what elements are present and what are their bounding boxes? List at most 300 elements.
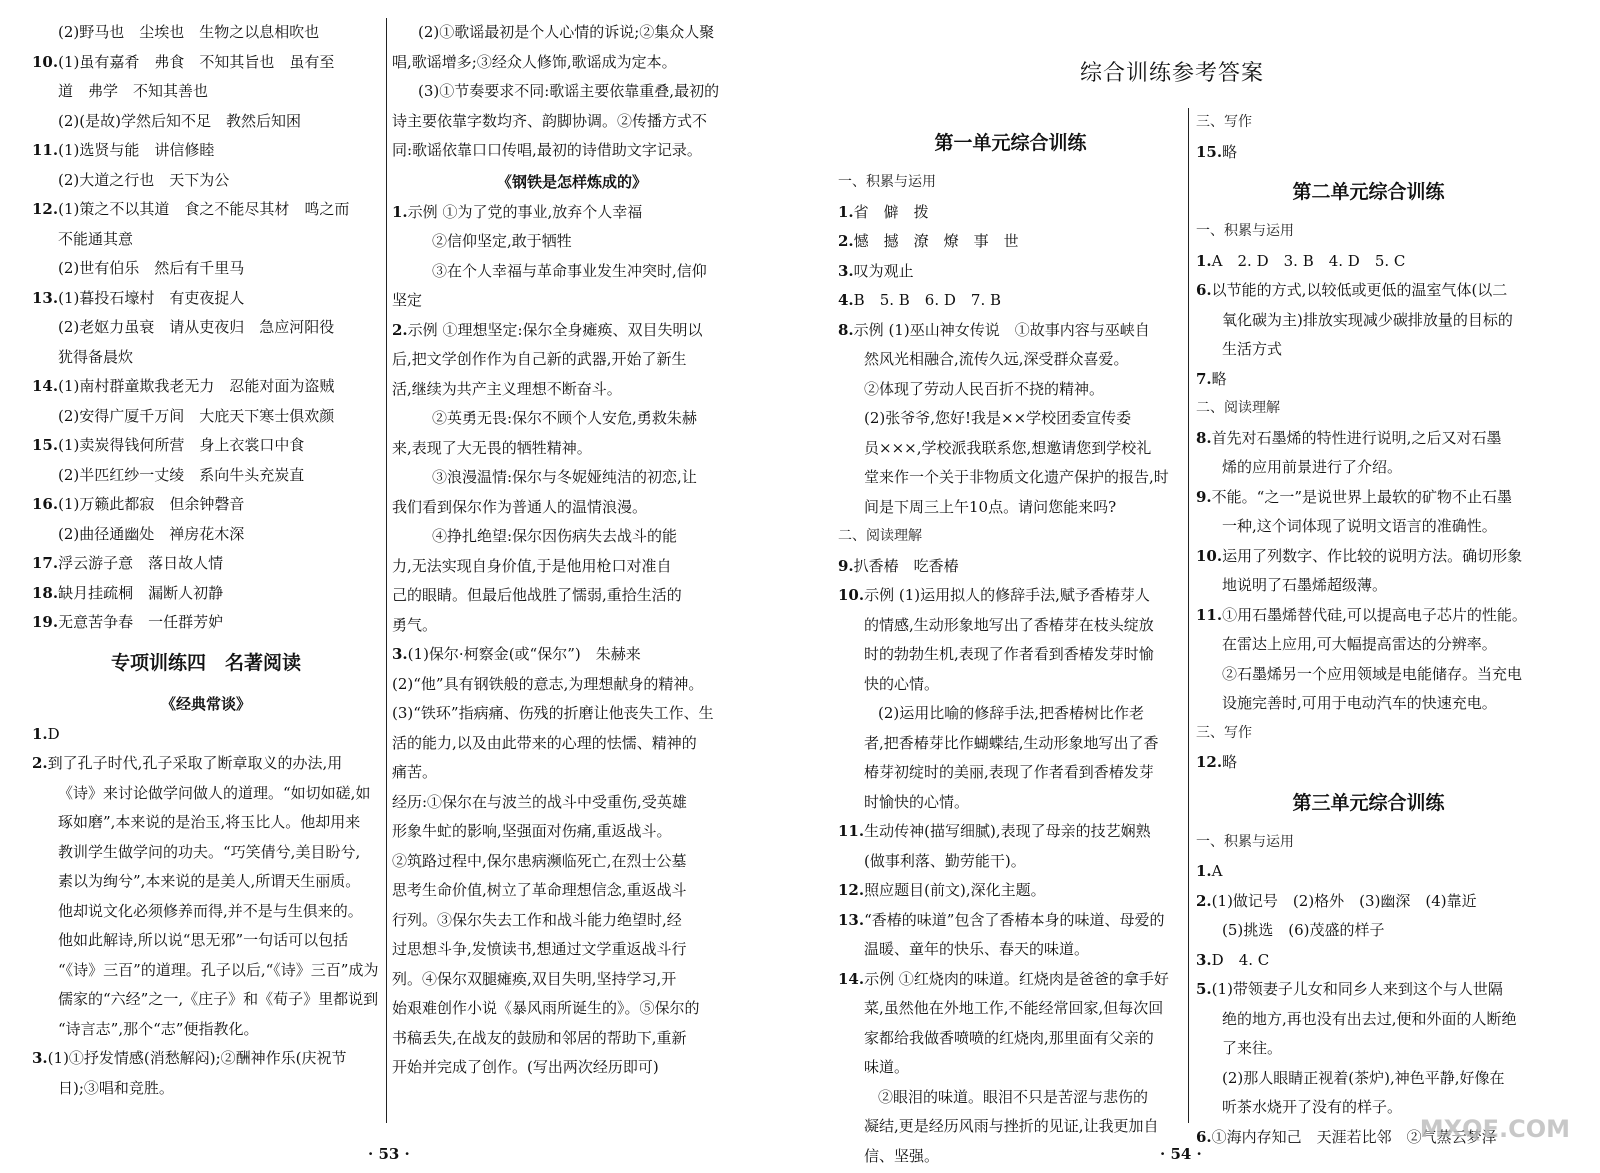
answer-line xyxy=(1196,630,1541,660)
answer-line xyxy=(1196,365,1541,395)
item-number: 19. xyxy=(32,613,59,631)
answer-text: 他如此解诗,所以说“思无邪”一句话可以包括 xyxy=(58,931,349,949)
answer-line xyxy=(838,935,1183,965)
answer-line xyxy=(392,463,752,493)
column-divider xyxy=(1188,108,1189,1123)
answer-text: (2)大道之行也 天下为公 xyxy=(58,170,230,189)
answer-text: (2)野马也 尘埃也 生物之以息相吹也 xyxy=(58,23,320,41)
item-number: 6. xyxy=(1196,281,1212,299)
answer-line xyxy=(838,876,1183,906)
answer-text: A xyxy=(1211,862,1223,880)
answer-text: 温暖、童年的快乐、春天的味道。 xyxy=(864,940,1090,958)
item-number: 7. xyxy=(1196,369,1212,388)
answer-text: 凝结,更是经历风雨与挫折的见证,让我更加自 xyxy=(864,1117,1159,1135)
answer-text: 浮云游子意 落日故人情 xyxy=(58,554,224,572)
answer-line xyxy=(1196,887,1541,917)
answer-line xyxy=(1196,1034,1541,1064)
answer-line xyxy=(1196,857,1541,887)
answer-line xyxy=(32,136,380,166)
answer-line xyxy=(838,847,1183,877)
answer-line xyxy=(32,867,380,897)
answer-text: 生动传神(描写细腻),表现了母亲的技艺娴熟 xyxy=(864,822,1151,840)
answer-line xyxy=(838,316,1183,346)
answer-text: 过思想斗争,发愤读书,想通过文学重返战斗行 xyxy=(392,940,687,958)
answer-text: 首先对石墨烯的特性进行说明,之后又对石墨 xyxy=(1211,428,1502,447)
answer-text: (1)做记号 (2)格外 (3)幽深 (4)靠近 xyxy=(1211,891,1477,910)
answer-text: 素以为绚兮”,本来说的是美人,所谓天生丽质。 xyxy=(58,872,361,890)
item-number: 2. xyxy=(838,232,854,250)
answer-text: 地说明了石墨烯超级薄。 xyxy=(1222,576,1388,594)
answer-text: 教训学生做学问的功夫。“巧笑倩兮,美目盼兮, xyxy=(58,842,361,861)
answer-line xyxy=(838,345,1183,375)
answer-text: 者,把香椿芽比作蝴蝶结,生动形象地写出了香 xyxy=(864,733,1159,752)
item-number: 13. xyxy=(838,910,865,929)
answer-line xyxy=(1196,453,1541,483)
item-number: 12. xyxy=(32,200,59,218)
item-number: 8. xyxy=(1196,428,1212,447)
answer-line xyxy=(392,611,752,641)
item-number: 2. xyxy=(392,320,408,339)
answer-text: (2)半匹红纱一丈绫 系向牛头充炭直 xyxy=(58,465,305,484)
answer-line xyxy=(1196,335,1541,365)
item-number: 10. xyxy=(32,52,59,71)
answer-line xyxy=(1196,512,1541,542)
answer-text: (1)虽有嘉肴 弗食 不知其旨也 虽有至 xyxy=(58,52,335,71)
answer-text: 叹为观止 xyxy=(853,261,914,280)
answer-line xyxy=(392,640,752,670)
answer-text: 不能。“之一”是说世界上最软的矿物不止石墨 xyxy=(1211,487,1513,506)
column-1 xyxy=(32,18,380,1103)
answer-line xyxy=(838,994,1183,1024)
answer-line xyxy=(838,286,1183,316)
answer-text: 示例 ①红烧肉的味道。红烧肉是爸爸的拿手好 xyxy=(864,969,1169,988)
answer-line xyxy=(32,107,380,137)
subsection-heading: 《经典常谈》 xyxy=(160,694,251,713)
answer-text: (2)“他”具有钢铁般的意志,为理想献身的精神。 xyxy=(392,674,704,693)
answer-text: (3)①节奏要求不同:歌谣主要依靠重叠,最初的 xyxy=(418,82,720,100)
answer-line xyxy=(838,404,1183,434)
answer-line xyxy=(32,956,380,986)
answer-line xyxy=(838,168,1183,198)
answer-text: ②信仰坚定,敢于牺牲 xyxy=(432,232,572,250)
answer-text: 憾 撼 潦 燎 事 世 xyxy=(853,232,1019,250)
answer-line xyxy=(392,847,752,877)
answer-text: (1)带领妻子儿女和同乡人来到这个与人世隔 xyxy=(1211,980,1503,998)
answer-text: 二、阅读理解 xyxy=(1196,400,1280,416)
answer-line xyxy=(392,670,752,700)
answer-line xyxy=(32,520,380,550)
item-number: 10. xyxy=(1196,546,1223,565)
section-heading: 第二单元综合训练 xyxy=(1292,181,1445,203)
answer-text: 犹得备晨炊 xyxy=(58,347,134,366)
answer-line xyxy=(1196,247,1541,277)
answer-text: 勇气。 xyxy=(392,615,438,634)
answer-text: 扒香椿 吃香椿 xyxy=(853,556,959,575)
answer-line xyxy=(838,1142,1183,1172)
item-number: 8. xyxy=(838,320,854,339)
answer-text: 力,无法实现自身价值,于是他用枪口对准自 xyxy=(392,556,672,575)
answer-line xyxy=(838,434,1183,464)
answer-line xyxy=(392,136,752,166)
answer-line xyxy=(32,77,380,107)
page-number-right: · 54 · xyxy=(1160,1145,1202,1163)
column-2 xyxy=(392,18,752,1083)
answer-text: 三、写作 xyxy=(1196,724,1252,741)
answer-line xyxy=(1196,601,1541,631)
answer-text: 略 xyxy=(1222,142,1238,161)
answer-text: (2)(是故)学然后知不足 教然后知困 xyxy=(58,111,301,130)
answer-line xyxy=(392,227,752,257)
answer-line xyxy=(1196,306,1541,336)
item-number: 3. xyxy=(1196,950,1212,969)
answer-text: 氧化碳为主)排放实现减少碳排放量的目标的 xyxy=(1222,310,1513,329)
answer-text: 日);③唱和竞胜。 xyxy=(58,1078,174,1097)
answer-text: 快的心情。 xyxy=(864,674,940,693)
answer-text: (2)运用比喻的修辞手法,把香椿树比作老 xyxy=(878,704,1145,722)
answer-line xyxy=(1196,1064,1541,1094)
answer-text: (2)安得广厦千万间 大庇天下寒士俱欢颜 xyxy=(58,406,335,425)
answer-line xyxy=(32,402,380,432)
answer-line xyxy=(838,788,1183,818)
answer-text: (1)万籁此都寂 但余钟磬音 xyxy=(58,495,245,513)
answer-text: 示例 (1)运用拟人的修辞手法,赋予香椿芽人 xyxy=(864,586,1150,604)
answer-text: 活的能力,以及由此带来的心理的怯懦、精神的 xyxy=(392,733,697,752)
answer-line xyxy=(1196,542,1541,572)
answer-text: 示例 (1)巫山神女传说 ①故事内容与巫峡自 xyxy=(853,320,1150,339)
answer-text: 琢如磨”,本来说的是治玉,将玉比人。他却用来 xyxy=(58,813,361,831)
item-number: 6. xyxy=(1196,1127,1212,1146)
answer-line xyxy=(838,198,1183,228)
answer-text: ①用石墨烯替代硅,可以提高电子芯片的性能。 xyxy=(1222,605,1527,624)
answer-text: (1)卖炭得钱何所营 身上衣裳口中食 xyxy=(58,436,305,454)
column-divider xyxy=(386,18,387,1123)
answer-line xyxy=(392,729,752,759)
answer-line xyxy=(1196,1005,1541,1035)
answer-line xyxy=(838,227,1183,257)
answer-text: 一、积累与运用 xyxy=(1196,223,1294,239)
item-number: 5. xyxy=(1196,980,1212,998)
item-number: 14. xyxy=(32,377,59,395)
answer-line xyxy=(32,579,380,609)
item-number: 15. xyxy=(32,436,59,454)
item-number: 18. xyxy=(32,583,59,602)
item-number: 9. xyxy=(1196,487,1212,506)
item-number: 2. xyxy=(1196,891,1212,910)
answer-text: 后,把文学创作作为自己新的武器,开始了新生 xyxy=(392,350,687,368)
answer-text: 运用了列数字、作比较的说明方法。确切形象 xyxy=(1222,546,1523,565)
answer-text: 绝的地方,再也没有出去过,便和外面的人断绝 xyxy=(1222,1009,1517,1028)
answer-line xyxy=(392,493,752,523)
answer-text: 始艰难创作小说《暴风雨所诞生的》。⑤保尔的 xyxy=(392,999,700,1017)
answer-text: (1)①抒发情感(消愁解闷);②酬神作乐(庆祝节 xyxy=(47,1049,347,1067)
answer-text: 了来往。 xyxy=(1222,1039,1283,1057)
answer-line xyxy=(392,699,752,729)
answer-text: “香椿的味道”包含了香椿本身的味道、母爱的 xyxy=(864,910,1165,929)
item-number: 1. xyxy=(1196,862,1212,880)
section-heading: 第一单元综合训练 xyxy=(934,132,1087,154)
answer-line xyxy=(392,581,752,611)
answer-text: 生活方式 xyxy=(1222,340,1283,358)
answer-line xyxy=(392,788,752,818)
answer-line xyxy=(392,994,752,1024)
answer-text: 时愉快的心情。 xyxy=(864,792,970,811)
answer-text: 堂来作一个关于非物质文化遗产保护的报告,时 xyxy=(864,468,1169,486)
answer-line xyxy=(1196,138,1541,168)
answer-text: (3)“铁环”指病痛、伤残的折磨让他丧失工作、生 xyxy=(392,704,714,722)
item-number: 3. xyxy=(32,1049,48,1067)
answer-text: ②石墨烯另一个应用领域是电能储存。当充电 xyxy=(1222,664,1523,683)
answer-line xyxy=(32,461,380,491)
answer-text: ③浪漫温情:保尔与冬妮娅纯洁的初恋,让 xyxy=(432,468,697,486)
answer-line xyxy=(1196,394,1541,424)
answer-text: ③在个人幸福与革命事业发生冲突时,信仰 xyxy=(432,261,707,280)
answer-text: 唱,歌谣增多;③经众人修饰,歌谣成为定本。 xyxy=(392,52,677,71)
answer-line xyxy=(392,198,752,228)
answer-line xyxy=(838,552,1183,582)
answer-text: 经历:①保尔在与波兰的战斗中受重伤,受英雄 xyxy=(392,792,687,811)
answer-line xyxy=(838,522,1183,552)
item-number: 13. xyxy=(32,288,59,307)
answer-text: ④挣扎绝望:保尔因伤病失去战斗的能 xyxy=(432,527,678,545)
answer-text: 书稿丢失,在战友的鼓励和邻居的帮助下,重新 xyxy=(392,1028,687,1047)
answer-line xyxy=(838,817,1183,847)
answer-line xyxy=(32,343,380,373)
answer-line xyxy=(838,1024,1183,1054)
answer-text: 《诗》来讨论做学问做人的道理。“如切如磋,如 xyxy=(58,783,371,802)
answer-text: D 4. C xyxy=(1211,950,1270,969)
answer-line xyxy=(32,1015,380,1045)
item-number: 12. xyxy=(1196,753,1223,771)
column-4 xyxy=(1196,108,1541,1152)
answer-line xyxy=(392,286,752,316)
answer-text: 一、积累与运用 xyxy=(838,174,936,190)
answer-line xyxy=(838,670,1183,700)
answer-line xyxy=(392,434,752,464)
answer-text: 己的眼睛。但最后他战胜了懦弱,重拾生活的 xyxy=(392,586,682,604)
answer-line xyxy=(32,838,380,868)
subsection-heading: 《钢铁是怎样炼成的》 xyxy=(496,172,647,191)
item-number: 1. xyxy=(1196,251,1212,270)
page-number-left: · 53 · xyxy=(368,1145,410,1163)
page-title: 综合训练参考答案 xyxy=(1080,61,1265,86)
item-number: 17. xyxy=(32,554,59,572)
answer-line xyxy=(392,48,752,78)
answer-text: (1)暮投石壕村 有吏夜捉人 xyxy=(58,288,245,307)
item-number: 1. xyxy=(32,724,48,743)
answer-line xyxy=(1196,719,1541,749)
answer-line xyxy=(838,1053,1183,1083)
answer-line xyxy=(838,965,1183,995)
answer-line xyxy=(392,404,752,434)
answer-line xyxy=(392,552,752,582)
answer-line xyxy=(32,18,380,48)
answer-text: 间是下周三上午10点。请问您能来吗? xyxy=(864,497,1117,516)
answer-line xyxy=(392,758,752,788)
answer-text: 三、写作 xyxy=(1196,114,1252,130)
item-number: 15. xyxy=(1196,142,1223,161)
answer-line xyxy=(32,549,380,579)
answer-text: 缺月挂疏桐 漏断人初静 xyxy=(58,583,224,602)
answer-line xyxy=(32,608,380,638)
answer-line xyxy=(838,906,1183,936)
answer-text: 我们看到保尔作为普通人的温情浪漫。 xyxy=(392,497,648,516)
answer-text: 形象牛虻的影响,坚强面对伤痛,重返战斗。 xyxy=(392,822,672,840)
answer-text: (1)策之不以其道 食之不能尽其材 鸣之而 xyxy=(58,200,350,218)
answer-line xyxy=(1196,689,1541,719)
answer-text: 列。④保尔双腿瘫痪,双目失明,坚持学习,开 xyxy=(392,969,677,988)
answer-line xyxy=(32,254,380,284)
answer-line xyxy=(392,906,752,936)
item-number: 1. xyxy=(392,202,408,221)
answer-line xyxy=(838,1112,1183,1142)
answer-text: 来,表现了大无畏的牺牲精神。 xyxy=(392,438,592,457)
answer-line xyxy=(392,18,752,48)
answer-line xyxy=(838,581,1183,611)
answer-line xyxy=(32,897,380,927)
answer-line xyxy=(838,640,1183,670)
answer-text: 行列。③保尔失去工作和战斗能力绝望时,经 xyxy=(392,910,682,929)
answer-line xyxy=(838,611,1183,641)
answer-line xyxy=(392,876,752,906)
answer-text: (2)曲径通幽处 禅房花木深 xyxy=(58,524,245,543)
answer-line xyxy=(1196,571,1541,601)
section-heading: 专项训练四 名著阅读 xyxy=(110,651,301,674)
answer-line xyxy=(32,166,380,196)
answer-line xyxy=(838,699,1183,729)
answer-line xyxy=(838,493,1183,523)
answer-line xyxy=(32,431,380,461)
answer-line xyxy=(1196,748,1541,778)
answer-line xyxy=(32,225,380,255)
answer-text: “《诗》三百”的道理。孔子以后,“《诗》三百”成为 xyxy=(58,960,379,979)
answer-line xyxy=(32,808,380,838)
answer-text: 无意苦争春 一任群芳妒 xyxy=(58,613,224,631)
answer-line xyxy=(838,1083,1183,1113)
answer-text: 烯的应用前景进行了介绍。 xyxy=(1222,458,1403,476)
answer-text: 思考生命价值,树立了革命理想信念,重返战斗 xyxy=(392,881,687,899)
answer-line xyxy=(1196,483,1541,513)
answer-text: 痛苦。 xyxy=(392,763,438,781)
answer-line xyxy=(392,77,752,107)
answer-text: ②体现了劳动人民百折不挠的精神。 xyxy=(864,379,1105,398)
answer-text: 活,继续为共产主义理想不断奋斗。 xyxy=(392,379,622,398)
answer-line xyxy=(838,758,1183,788)
answer-text: (5)挑选 (6)茂盛的样子 xyxy=(1222,921,1385,939)
answer-line xyxy=(392,1053,752,1083)
item-number: 14. xyxy=(838,969,865,988)
answer-text: 味道。 xyxy=(864,1058,910,1076)
answer-text: 听茶水烧开了没有的样子。 xyxy=(1222,1098,1403,1116)
item-number: 11. xyxy=(1196,605,1223,624)
item-number: 4. xyxy=(838,291,854,309)
answer-text: 诗主要依靠字数均齐、韵脚协调。②传播方式不 xyxy=(392,111,708,130)
answer-text: 椿芽初绽时的美丽,表现了作者看到香椿发芽 xyxy=(864,763,1154,781)
answer-text: B 5. B 6. D 7. B xyxy=(853,291,1002,309)
section-heading: 第三单元综合训练 xyxy=(1292,791,1445,814)
item-number: 11. xyxy=(32,141,59,159)
answer-text: (2)老妪力虽衰 请从吏夜归 急应河阳役 xyxy=(58,318,335,336)
answer-line xyxy=(392,375,752,405)
item-number: 11. xyxy=(838,822,865,840)
answer-text: 然风光相融合,流传久远,深受群众喜爱。 xyxy=(864,350,1129,368)
answer-line xyxy=(838,463,1183,493)
answer-line xyxy=(1196,276,1541,306)
answer-line xyxy=(392,345,752,375)
item-number: 1. xyxy=(838,202,854,221)
answer-text: 略 xyxy=(1211,369,1227,388)
answer-line xyxy=(392,257,752,287)
answer-text: (2)世有伯乐 然后有千里马 xyxy=(58,259,245,277)
answer-line xyxy=(1196,424,1541,454)
answer-text: “诗言志”,那个“志”便指教化。 xyxy=(58,1019,259,1038)
answer-text: ②眼泪的味道。眼泪不只是苦涩与悲伤的 xyxy=(878,1087,1149,1106)
answer-text: 到了孔子时代,孔子采取了断章取义的办法,用 xyxy=(47,754,343,772)
answer-text: 示例 ①理想坚定:保尔全身瘫痪、双目失明以 xyxy=(407,320,703,339)
answer-line xyxy=(32,284,380,314)
answer-text: (2)那人眼睛正视着(茶炉),神色平静,好像在 xyxy=(1222,1068,1505,1087)
answer-text: 同:歌谣依靠口口传唱,最初的诗借助文字记录。 xyxy=(392,141,702,159)
answer-text: 二、阅读理解 xyxy=(838,528,922,544)
answer-text: A 2. D 3. B 4. D 5. C xyxy=(1211,251,1406,270)
answer-text: 略 xyxy=(1222,753,1238,771)
item-number: 3. xyxy=(392,645,408,663)
answer-line xyxy=(32,48,380,78)
answer-text: 一、积累与运用 xyxy=(1196,833,1294,850)
answer-line xyxy=(392,316,752,346)
answer-line xyxy=(392,107,752,137)
answer-line xyxy=(32,779,380,809)
answer-text: 开始并完成了创作。(写出两次经历即可) xyxy=(392,1058,659,1076)
answer-line xyxy=(32,195,380,225)
answer-text: 示例 ①为了党的事业,放弃个人幸福 xyxy=(407,202,643,221)
answer-text: 的情感,生动形象地写出了香椿芽在枝头绽放 xyxy=(864,615,1154,634)
answer-text: 在雷达上应用,可大幅提高雷达的分辨率。 xyxy=(1222,635,1497,653)
watermark-logo: MXQE.COM xyxy=(1419,1115,1570,1143)
answer-text: ②英勇无畏:保尔不顾个人安危,勇救朱赫 xyxy=(432,409,697,427)
item-number: 10. xyxy=(838,586,865,604)
answer-text: 坚定 xyxy=(392,291,423,309)
answer-text: ①海内存知己 天涯若比邻 ②气蒸云梦泽 xyxy=(1211,1127,1497,1146)
answer-text: 时的勃勃生机,表现了作者看到香椿发芽时愉 xyxy=(864,645,1154,663)
answer-line xyxy=(838,729,1183,759)
answer-line xyxy=(1196,108,1541,138)
answer-line xyxy=(392,965,752,995)
answer-line xyxy=(392,817,752,847)
answer-line xyxy=(1196,946,1541,976)
answer-text: ②筑路过程中,保尔患病濒临死亡,在烈士公墓 xyxy=(392,851,687,870)
item-number: 16. xyxy=(32,495,59,513)
answer-line xyxy=(32,749,380,779)
item-number: 9. xyxy=(838,556,854,575)
answer-line xyxy=(1196,217,1541,247)
answer-text: 以节能的方式,以较低或更低的温室气体(以二 xyxy=(1211,281,1508,299)
answer-text: 信、坚强。 xyxy=(864,1146,940,1165)
answer-text: 设施完善时,可用于电动汽车的快速充电。 xyxy=(1222,694,1497,712)
answer-text: (2)①歌谣最初是个人心情的诉说;②集众人聚 xyxy=(418,23,715,41)
answer-line xyxy=(32,985,380,1015)
answer-text: 一种,这个词体现了说明文语言的准确性。 xyxy=(1222,517,1497,535)
answer-line xyxy=(32,720,380,750)
answer-text: (2)张爷爷,您好!我是××学校团委宣传委 xyxy=(864,409,1132,427)
answer-line xyxy=(1196,828,1541,858)
answer-line xyxy=(838,257,1183,287)
item-number: 12. xyxy=(838,881,865,899)
answer-text: 省 僻 拨 xyxy=(853,202,929,221)
answer-line xyxy=(32,926,380,956)
answer-line xyxy=(392,935,752,965)
answer-line xyxy=(1196,660,1541,690)
answer-line xyxy=(32,1074,380,1104)
